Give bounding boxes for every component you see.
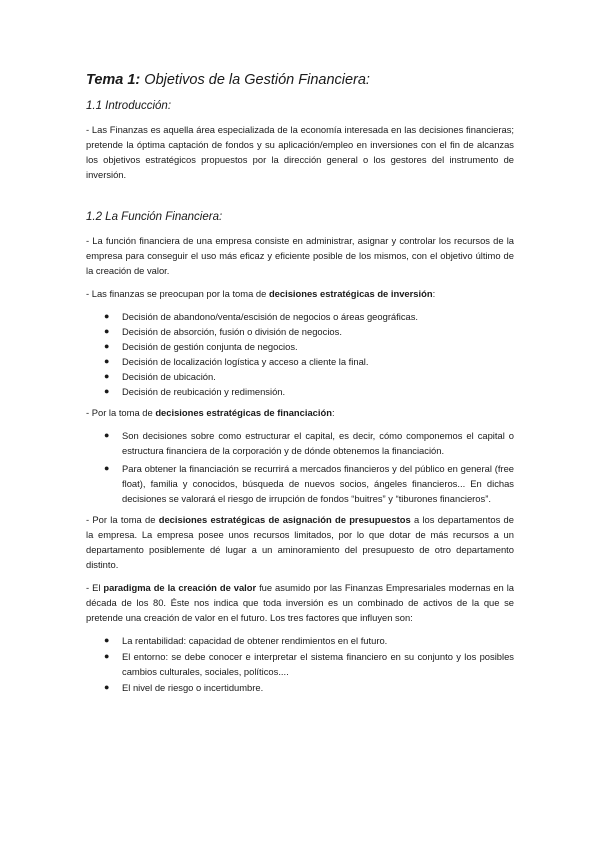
list-item: ● Decisión de absorción, fusión o división de negocios. (104, 326, 342, 337)
section-2-paragraph-1: - La función financiera de una empresa consiste en administrar, asignar y controlar los recursos de la empresa para conseguir el uso más eficaz y eficiente posible de los mismos, con el objetivo último de la creación de valor. (86, 235, 514, 276)
list-item: ● La rentabilidad: capacidad de obtener rendimientos en el futuro. (104, 635, 388, 646)
list-item: ● Son decisiones sobre como estructurar el capital, es decir, cómo componemos el capital o estructura financiera de la corporación y de dónde obtenemos la financiación. (104, 430, 514, 456)
bullet-icon: ● (104, 651, 110, 661)
section-2-paragraph-4: - Por la toma de decisiones estratégicas de asignación de presupuestos a los departamentos de la empresa. La empresa posee unos recursos limitados, por lo que dotar de más recursos a un departamento posiblemente dé lugar a un aminoramiento del presupuesto de otro departamento distinto. (86, 514, 514, 570)
list-item: ● Decisión de ubicación. (104, 371, 216, 382)
bullet-icon: ● (104, 341, 110, 351)
title-rest: Objetivos de la Gestión Financiera: (140, 72, 370, 88)
bullet-icon: ● (104, 356, 110, 366)
list-item: ● El nivel de riesgo o incertidumbre. (104, 682, 264, 693)
investment-decisions-list (86, 309, 514, 399)
bullet-icon: ● (104, 463, 110, 473)
financing-decisions-list (86, 428, 514, 506)
section-1-paragraph: - Las Finanzas es aquella área especializada de la economía interesada en las decisiones financieras; pretende la óptima captación de fondos y su aplicación/empleo en inversiones con el fin de alcanzas los objetivos estratégicos propuestos por la dirección general o los gestores del instrumento de inversión. (86, 124, 514, 180)
list-item: ● El entorno: se debe conocer e interpretar el sistema financiero en su conjunto y los posibles cambios culturales, sociales, políticos.... (104, 651, 514, 677)
list-item: ● Para obtener la financiación se recurrirá a mercados financieros y del público en general (free float), familia y conocidos, búsqueda de nuevos socios, ángeles financieros... En dichas decisiones se valorará el riesgo de irrupción de fondos “buitres” y “tiburones financieros”. (104, 463, 514, 504)
bullet-icon: ● (104, 326, 110, 336)
bullet-icon: ● (104, 430, 110, 440)
section-2-paragraph-3: - Por la toma de decisiones estratégicas de financiación: (86, 407, 335, 418)
bullet-icon: ● (104, 635, 110, 645)
list-item: ● Decisión de reubicación y redimensión. (104, 386, 286, 397)
section-2-paragraph-2: - Las finanzas se preocupan por la toma de decisiones estratégicas de inversión: (86, 288, 436, 299)
page-title (86, 72, 514, 88)
title-bold: Tema 1: (86, 72, 141, 88)
section-2-paragraph-5: - El paradigma de la creación de valor fue asumido por las Finanzas Empresariales modernas en la década de los 80. Éste nos indica que toda inversión es un combinado de activos de la que se pretende una creación de valor en el futuro. Los tres factores que influyen son: (86, 582, 514, 623)
bullet-icon: ● (104, 311, 110, 321)
bullet-icon: ● (104, 371, 110, 381)
list-item: ● Decisión de abandono/venta/escisión de negocios o áreas geográficas. (104, 311, 419, 322)
bullet-icon: ● (104, 682, 110, 692)
value-factors-list (86, 633, 514, 695)
section-2-heading: 1.2 La Función Financiera: (86, 211, 223, 223)
document-content (86, 72, 514, 701)
bullet-icon: ● (104, 386, 110, 396)
section-1-heading: 1.1 Introducción: (86, 100, 172, 112)
list-item: ● Decisión de gestión conjunta de negocios. (104, 341, 298, 352)
list-item: ● Decisión de localización logística y acceso a cliente la final. (104, 356, 369, 367)
